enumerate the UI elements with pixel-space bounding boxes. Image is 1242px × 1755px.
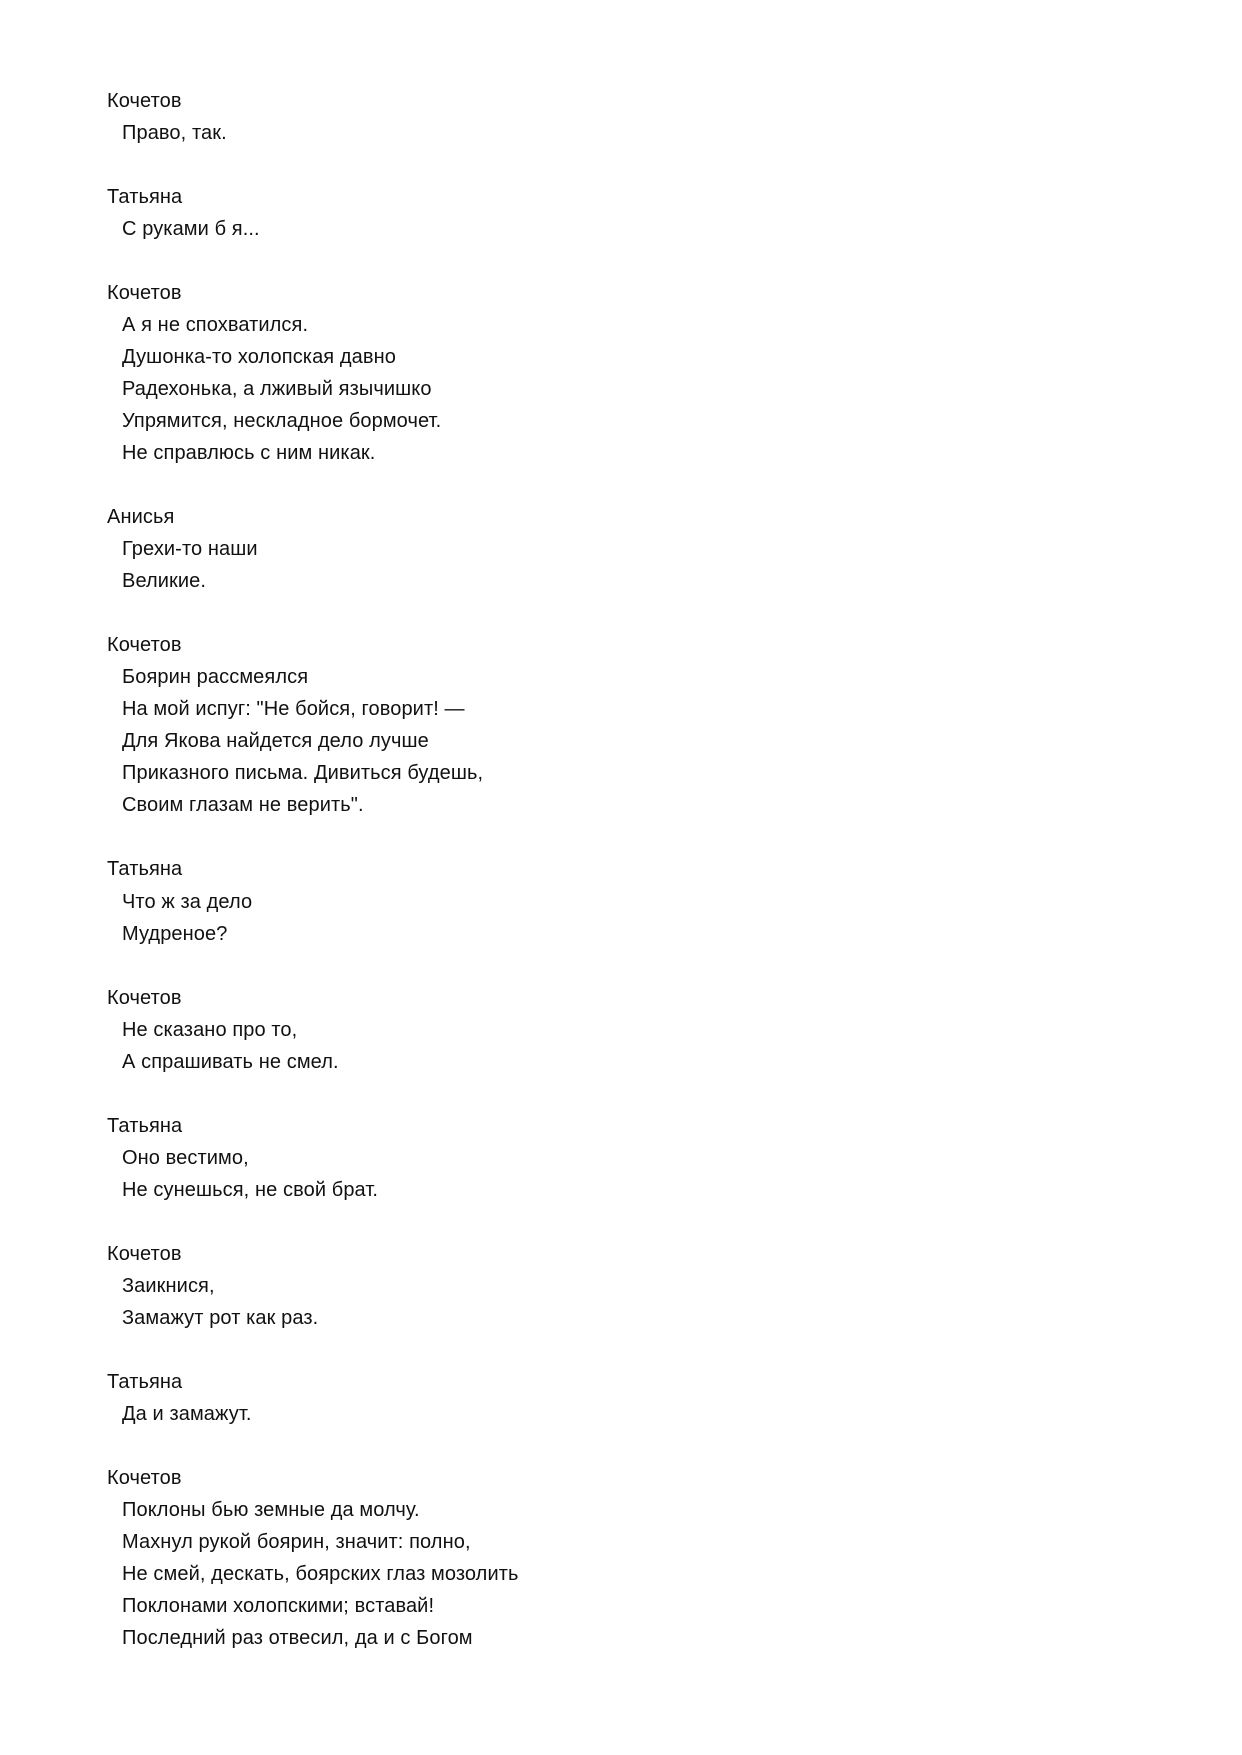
- speaker-name: Кочетов: [107, 282, 182, 304]
- verse-line: Не сказано про то,: [122, 1019, 298, 1041]
- speaker-name: Анисья: [107, 506, 175, 528]
- speaker-name: Кочетов: [107, 987, 182, 1009]
- verse-line: С руками б я...: [122, 218, 260, 240]
- verse-line: Грехи-то наши: [122, 538, 258, 560]
- verse-line: Для Якова найдется дело лучше: [122, 730, 429, 752]
- verse-line: Радехонька, а лживый язычишко: [122, 378, 432, 400]
- speaker-name: Кочетов: [107, 90, 182, 112]
- verse-line: Да и замажут.: [122, 1403, 252, 1425]
- verse-line: Последний раз отвесил, да и с Богом: [122, 1627, 473, 1649]
- verse-line: Поклоны бью земные да молчу.: [122, 1499, 420, 1521]
- verse-line: А я не спохватился.: [122, 314, 309, 336]
- verse-line: А спрашивать не смел.: [122, 1051, 339, 1073]
- verse-line: Заикнися,: [122, 1275, 215, 1297]
- speaker-name: Кочетов: [107, 1467, 182, 1489]
- verse-line: Приказного письма. Дивиться будешь,: [122, 762, 484, 784]
- verse-line: Оно вестимо,: [122, 1147, 249, 1169]
- speaker-name: Кочетов: [107, 634, 182, 656]
- verse-line: Упрямится, нескладное бормочет.: [122, 410, 442, 432]
- verse-line: На мой испуг: "Не бойся, говорит! —: [122, 698, 465, 720]
- verse-line: Боярин рассмеялся: [122, 666, 309, 688]
- verse-line: Замажут рот как раз.: [122, 1307, 319, 1329]
- verse-line: Не справлюсь с ним никак.: [122, 442, 376, 464]
- speaker-name: Кочетов: [107, 1243, 182, 1265]
- verse-line: Душонка-то холопская давно: [122, 346, 396, 368]
- speaker-name: Татьяна: [107, 1115, 183, 1137]
- verse-line: Что ж за дело: [122, 891, 253, 913]
- verse-line: Поклонами холопскими; вставай!: [122, 1595, 435, 1617]
- verse-line: Своим глазам не верить".: [122, 794, 364, 816]
- verse-line: Не смей, дескать, боярских глаз мозолить: [122, 1563, 519, 1585]
- speaker-name: Татьяна: [107, 1371, 183, 1393]
- speaker-name: Татьяна: [107, 186, 183, 208]
- verse-line: Право, так.: [122, 122, 227, 144]
- verse-line: Великие.: [122, 570, 207, 592]
- verse-line: Не сунешься, не свой брат.: [122, 1179, 379, 1201]
- verse-line: Махнул рукой боярин, значит: полно,: [122, 1531, 471, 1553]
- speaker-name: Татьяна: [107, 858, 183, 880]
- verse-line: Мудреное?: [122, 923, 228, 945]
